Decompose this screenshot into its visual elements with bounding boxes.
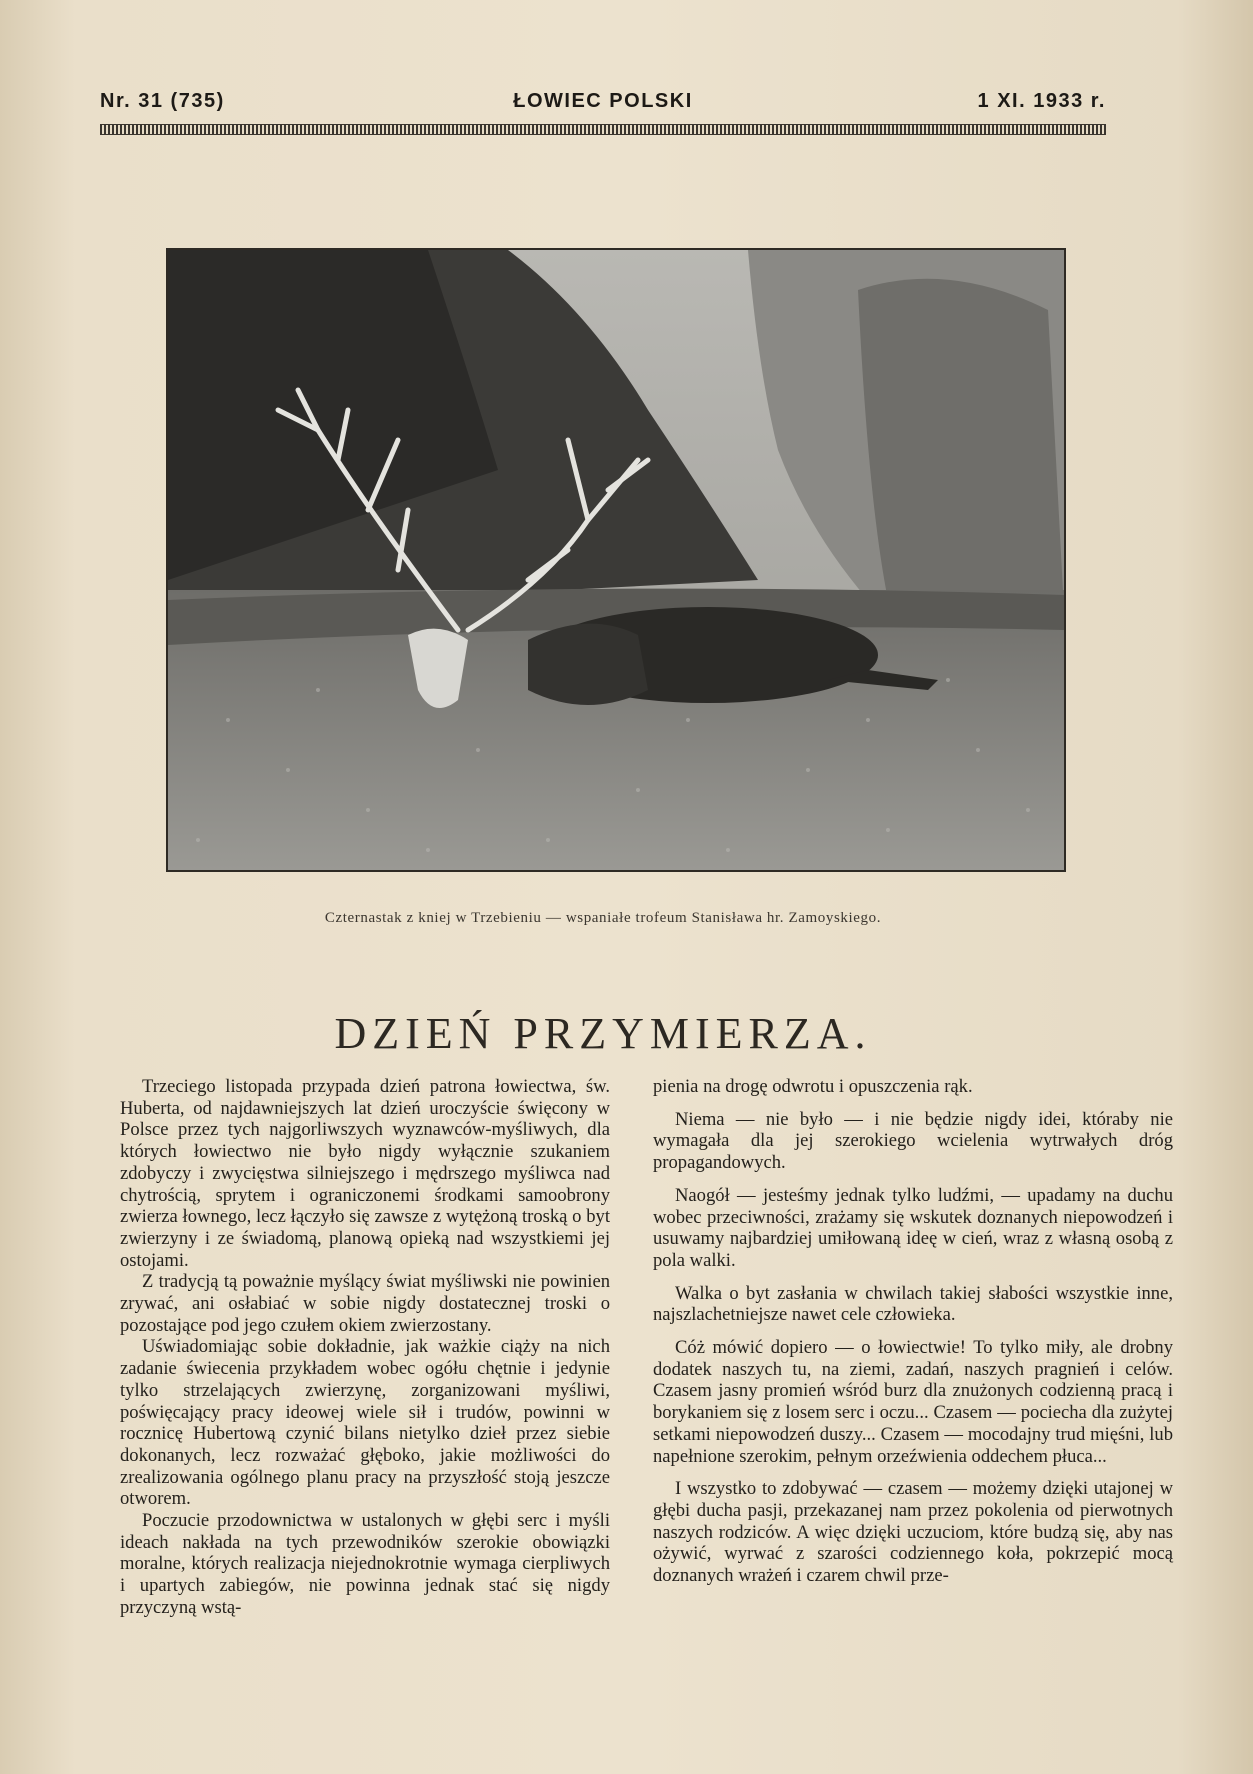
article-title: DZIEŃ PRZYMIERZA. [334,1009,872,1058]
journal-title: ŁOWIEC POLSKI [513,90,693,112]
paragraph: Poczucie przodownictwa w ustalonych w głębi serc i myśli ideach nakłada na tych przewodników szerokie obowiązki moralne, których realizacja niejednokrotnie wymaga cierpliwych i upartych zabiegów, nie powinna jednak stać się nigdy przyczyną wstą- [120,1510,610,1618]
header-rule [100,124,1106,135]
paragraph: Naogół — jesteśmy jednak tylko ludźmi, — upadamy na duchu wobec przeciwności, zrażamy się wskutek doznanych niepowodzeń i usuwamy najbardziej umiłowaną ideę w cień, wraz z własną osobą z pola walki. [653,1184,1173,1271]
paragraph: pienia na drogę odwrotu i opuszczenia rąk. [653,1076,973,1097]
paragraph: Niema — nie było — i nie będzie nigdy idei, któraby nie wymagała dla jej szerokiego wcielenia wytrwałych dróg propagandowych. [653,1108,1173,1174]
paragraph: I wszystko to zdobywać — czasem — możemy dzięki utajonej w głębi ducha pasji, przekazanej nam przez pokolenia od pierwotnych naszych rodziców. A więc dzięki uczuciom, które budzą się, aby nas ożywić, wyrwać z szarości codziennego koła, pokrzepić mocą doznanych wrażeń i czarem chwil prze- [653,1478,1173,1587]
paragraph: Z tradycją tą poważnie myślący świat myśliwski nie powinien zrywać, ani osłabiać w sobie nigdy dostatecznej troski o pozostające pod jego czułem okiem zwierzostany. [120,1271,610,1336]
stag-photograph [166,248,1066,872]
issue-date: 1 XI. 1933 r. [977,90,1106,112]
article-column-left [120,1076,610,1619]
paragraph: Uświadomiając sobie dokładnie, jak ważkie ciąży na nich zadanie świecenia przykładem wobec ogółu chętnie i jedynie tylko strzelających zwierzynę, zorganizowani myśliwi, poświęcający pracy ideowej wiele sił i trudów, powinni w rocznicę Hubertową czynić bilans nietylko dzieł przez siebie dokonanych, lecz rozważać głęboko, jakie możliwości do zrealizowania ogólnego planu pracy na przyszłość stoją jeszcze otworem. [120,1336,610,1510]
photo-caption: Czternastak z kniej w Trzebieniu — wspaniałe trofeum Stanisława hr. Zamoyskiego. [324,910,882,926]
article-column-right [653,1076,1173,1598]
paragraph: Cóż mówić dopiero — o łowiectwie! To tylko miły, ale drobny dodatek naszych tu, na ziemi, zadań, naszych pragnień i celów. Czasem jasny promień wśród burz dla znużonych codzienną pracą i borykaniem się z losem serc i oczu... Czasem — pociecha dla zużytej setkami niepowodzeń duszy... Czasem — mocodajny trud mięśni, lub napełnione szerokim, pełnym orzeźwienia oddechem płuca... [653,1337,1173,1467]
issue-number: Nr. 31 (735) [100,90,225,112]
page-header [100,90,1106,114]
photo-illustration [168,250,1064,870]
paragraph: Trzeciego listopada przypada dzień patrona łowiectwa, św. Huberta, od najdawniejszych lat dzień uroczyście święcony w Polsce przez tych najgorliwszych wyznawców-myśliwych, dla których łowiectwo nie było nigdy wyłącznie szukaniem zdobyczy i zwycięstwa silniejszego i mędrszego myśliwca nad chytrością, sprytem i ograniczonemi środkami samoobrony zwierza łownego, lecz łączyło się zawsze z wytężoną troską o byt zwierzyny i ze świadomą, planową opieką nad wszystkiemi jej ostojami. [120,1076,610,1271]
paragraph: Walka o byt zasłania w chwilach takiej słabości wszystkie inne, najszlachetniejsze nawet cele człowieka. [653,1282,1173,1326]
